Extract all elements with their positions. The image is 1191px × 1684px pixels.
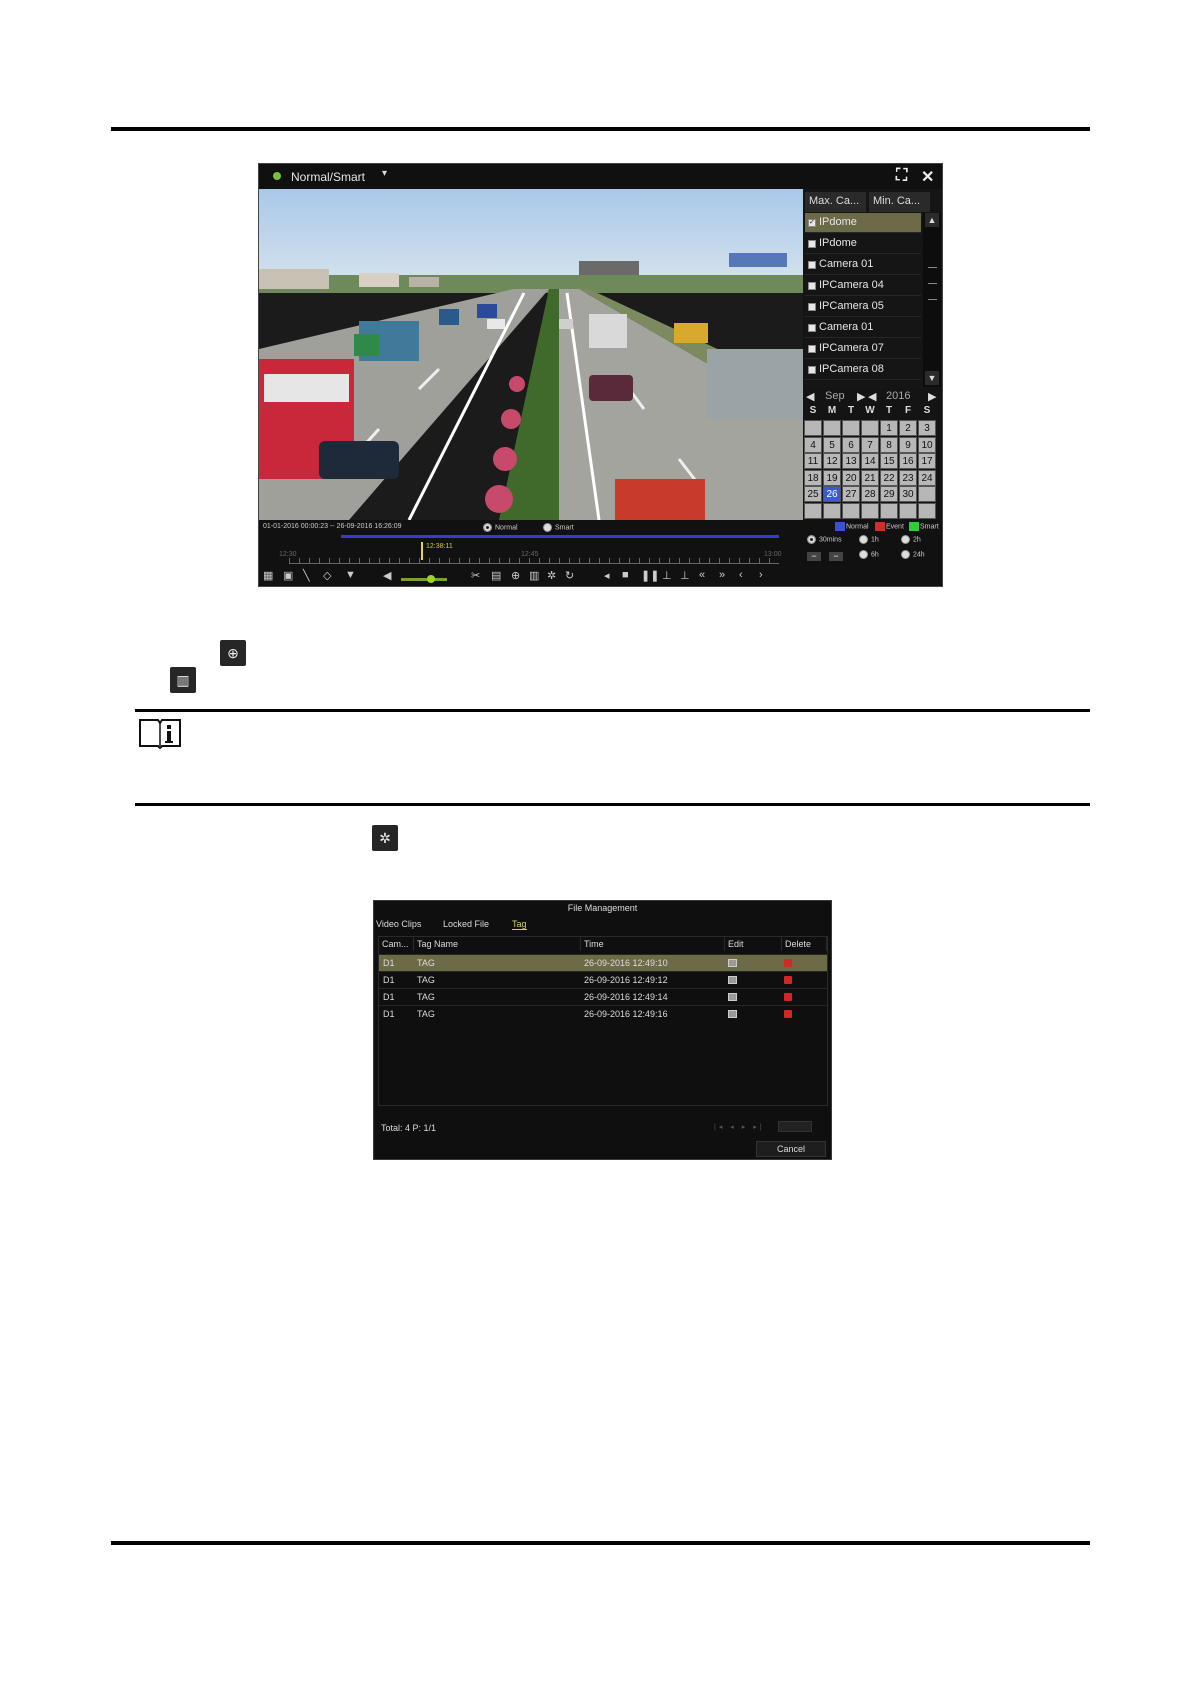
calendar-weekday: M — [827, 405, 837, 416]
playback-mode-label[interactable]: Normal/Smart — [291, 170, 366, 184]
checkbox-icon[interactable] — [808, 240, 816, 248]
calendar-day[interactable]: 16 — [899, 453, 917, 469]
scroll-mark — [928, 299, 937, 300]
calendar-day[interactable]: 8 — [880, 437, 898, 453]
close-icon[interactable]: ✕ — [921, 169, 935, 186]
camera-cell: D1 — [383, 1009, 395, 1019]
calendar-day[interactable]: 21 — [861, 470, 879, 486]
column-header-tag-name[interactable]: Tag Name — [414, 937, 581, 951]
span-label: 30mins — [819, 536, 842, 544]
checkbox-icon[interactable] — [808, 324, 816, 332]
legend-label: Smart — [920, 523, 939, 531]
table-row[interactable] — [379, 954, 827, 971]
camera-name: IPCamera 07 — [819, 342, 884, 354]
time-cell: 26-09-2016 12:49:12 — [584, 975, 668, 985]
scroll-up-icon[interactable]: ▲ — [925, 213, 939, 227]
radio-icon — [859, 535, 868, 544]
calendar-empty-cell — [842, 503, 860, 519]
column-header-delete[interactable]: Delete — [782, 937, 827, 951]
calendar-day[interactable]: 18 — [804, 470, 822, 486]
volume-knob[interactable] — [427, 575, 435, 583]
page-jump-input[interactable] — [778, 1121, 812, 1132]
legend-swatch — [909, 522, 919, 531]
column-header-time[interactable]: Time — [581, 937, 725, 951]
camera-cell: D1 — [383, 958, 395, 968]
timeline-tick-label: 12:30 — [279, 551, 297, 558]
calendar-empty-cell — [823, 503, 841, 519]
calendar-day[interactable]: 26 — [823, 486, 841, 502]
digital-zoom-icon[interactable]: ▣ — [283, 570, 294, 582]
note-icon — [138, 717, 182, 749]
calendar-day[interactable]: 4 — [804, 437, 822, 453]
dialog-title: File Management — [567, 903, 638, 913]
edit-icon[interactable] — [728, 976, 737, 984]
calendar-empty-cell — [861, 420, 879, 436]
playback-window — [258, 163, 943, 587]
camera-name: IPdome — [819, 216, 857, 228]
radio-icon — [543, 523, 552, 532]
camera-list-item[interactable] — [805, 318, 921, 338]
normal-mode-label: Normal — [495, 524, 518, 532]
camera-name: IPCamera 05 — [819, 300, 884, 312]
prev-month-icon[interactable]: ◀ — [806, 391, 815, 403]
zoom-in-button[interactable]: − — [829, 552, 843, 561]
calendar-weekday: T — [885, 405, 893, 416]
calendar-day[interactable]: 9 — [899, 437, 917, 453]
pagination-controls[interactable]: |◂ ◂ ▸ ▸| — [714, 1124, 765, 1131]
step-back-icon[interactable]: ⊥ — [662, 570, 672, 582]
legend-swatch — [875, 522, 885, 531]
scroll-mark — [928, 283, 937, 284]
span-label: 1h — [871, 536, 879, 544]
legend-label: Normal — [846, 523, 869, 531]
smart-mode-radio[interactable] — [543, 523, 574, 532]
radio-selected-icon — [483, 523, 492, 532]
footer-rule — [111, 1541, 1090, 1545]
tag-icon: ⊕ — [220, 640, 246, 666]
camera-list-item[interactable] — [805, 234, 921, 254]
radio-icon — [859, 550, 868, 559]
calendar — [803, 388, 942, 520]
calendar-day[interactable]: 2 — [899, 420, 917, 436]
camera-name: IPdome — [819, 237, 857, 249]
highway-scene-image — [259, 189, 803, 520]
calendar-weekday: W — [865, 405, 875, 416]
zoom-out-button[interactable]: − — [807, 552, 821, 561]
camera-list-item[interactable] — [805, 213, 921, 233]
calendar-weekday: F — [904, 405, 912, 416]
draw-region-icon[interactable]: ◇ — [323, 570, 332, 582]
calendar-day[interactable]: 27 — [842, 486, 860, 502]
camera-list-item[interactable] — [805, 276, 921, 296]
calendar-day[interactable]: 23 — [899, 470, 917, 486]
calendar-empty-cell — [918, 486, 936, 502]
calendar-empty-cell — [842, 420, 860, 436]
tab-video-clips[interactable]: Video Clips — [376, 919, 422, 929]
timeline-scale — [289, 558, 779, 564]
checkbox-checked-icon[interactable]: ✓ — [809, 219, 815, 226]
span-30mins-radio[interactable] — [807, 535, 842, 544]
fullscreen-icon[interactable]: ⛶ — [896, 167, 908, 184]
span-24h-radio[interactable] — [901, 550, 925, 559]
camera-name: Camera 01 — [819, 321, 874, 333]
edit-icon[interactable] — [728, 1010, 737, 1018]
delete-icon[interactable] — [784, 976, 792, 984]
column-header-edit[interactable]: Edit — [725, 937, 782, 951]
header-rule — [111, 127, 1090, 131]
camera-list-item[interactable] — [805, 297, 921, 317]
calendar-year: 2016 — [886, 390, 911, 402]
time-cell: 26-09-2016 12:49:14 — [584, 992, 668, 1002]
calendar-empty-cell — [918, 503, 936, 519]
prev-year-icon[interactable]: ◀ — [868, 391, 877, 403]
volume-slider[interactable] — [401, 578, 447, 581]
tab-locked-file[interactable]: Locked File — [443, 919, 490, 929]
stop-icon[interactable]: ■ — [622, 569, 629, 581]
calendar-day[interactable]: 3 — [918, 420, 936, 436]
custom-tag-icon: ▥ — [170, 667, 196, 693]
scroll-down-icon[interactable]: ▼ — [925, 371, 939, 385]
camera-list-item[interactable] — [805, 255, 921, 275]
camera-name: IPCamera 08 — [819, 363, 884, 375]
checkbox-icon[interactable] — [808, 366, 816, 374]
timeline-tick-label: 12:45 — [521, 551, 539, 558]
camera-list-item[interactable] — [805, 339, 921, 359]
legend-event — [875, 522, 904, 531]
radio-icon — [901, 535, 910, 544]
legend-swatch — [835, 522, 845, 531]
file-management-icon[interactable]: ✲ — [547, 570, 557, 582]
smart-search-icon[interactable]: ↻ — [565, 570, 575, 582]
layout-icon[interactable]: ▦ — [263, 570, 274, 582]
scroll-mark — [928, 267, 937, 268]
column-header-camera[interactable]: Cam... — [379, 937, 414, 951]
calendar-day[interactable]: 20 — [842, 470, 860, 486]
normal-mode-radio[interactable] — [483, 523, 518, 532]
table-row[interactable] — [379, 1005, 827, 1022]
span-2h-radio[interactable] — [901, 535, 921, 544]
calendar-empty-cell — [899, 503, 917, 519]
span-label: 2h — [913, 536, 921, 544]
calendar-empty-cell — [804, 420, 822, 436]
calendar-empty-cell — [804, 503, 822, 519]
span-1h-radio[interactable] — [859, 535, 879, 544]
timeline-record-bar — [341, 535, 779, 538]
calendar-day[interactable]: 5 — [823, 437, 841, 453]
calendar-day[interactable]: 14 — [861, 453, 879, 469]
calendar-day[interactable]: 15 — [880, 453, 898, 469]
add-tag-icon[interactable]: ⊕ — [511, 570, 521, 582]
edit-icon[interactable] — [728, 959, 737, 967]
checkbox-icon[interactable] — [808, 282, 816, 290]
next-year-icon[interactable]: ▶ — [928, 391, 937, 403]
calendar-day[interactable]: 1 — [880, 420, 898, 436]
smart-mode-label: Smart — [555, 524, 574, 532]
calendar-weekday: S — [923, 405, 931, 416]
calendar-day[interactable]: 29 — [880, 486, 898, 502]
clip-icon[interactable]: ✂ — [471, 570, 481, 582]
time-cell: 26-09-2016 12:49:16 — [584, 1009, 668, 1019]
checkbox-icon[interactable] — [808, 261, 816, 269]
calendar-day[interactable]: 25 — [804, 486, 822, 502]
span-label: 24h — [913, 551, 925, 559]
calendar-day[interactable]: 24 — [918, 470, 936, 486]
time-cell: 26-09-2016 12:49:10 — [584, 958, 668, 968]
playback-toolbar — [259, 566, 803, 586]
calendar-empty-cell — [823, 420, 841, 436]
note-bottom-rule — [135, 803, 1090, 806]
timeline-current-time: 12:38:11 — [426, 543, 453, 550]
timeline-options — [803, 520, 942, 586]
span-label: 6h — [871, 551, 879, 559]
span-6h-radio[interactable] — [859, 550, 879, 559]
camera-list-item[interactable] — [805, 360, 921, 380]
total-count: Total: 4 P: 1/1 — [381, 1123, 437, 1133]
tab-tag[interactable]: Tag — [512, 919, 527, 929]
pause-icon[interactable]: ❚❚ — [641, 570, 660, 582]
prev-day-icon[interactable]: ‹ — [739, 569, 743, 581]
legend-smart — [909, 522, 939, 531]
checkbox-icon[interactable] — [808, 345, 816, 353]
legend-label: Event — [886, 523, 904, 531]
tab-min-camera[interactable]: Min. Ca... — [869, 192, 930, 212]
tag-table — [378, 936, 828, 1106]
delete-icon[interactable] — [784, 993, 792, 1001]
calendar-day[interactable]: 13 — [842, 453, 860, 469]
note-top-rule — [135, 709, 1090, 712]
tab-max-camera[interactable]: Max. Ca... — [805, 192, 866, 212]
video-frame[interactable] — [259, 189, 803, 520]
next-month-icon[interactable]: ▶ — [857, 391, 866, 403]
calendar-month: Sep — [825, 390, 845, 402]
record-range-text: 01-01-2016 00:00:23 -- 26-09-2016 16:26:09 — [263, 523, 402, 530]
camera-list-scrollbar[interactable] — [923, 213, 941, 387]
camera-name: IPCamera 04 — [819, 279, 884, 291]
fast-forward-icon[interactable]: » — [719, 569, 726, 581]
slow-forward-icon[interactable]: « — [699, 569, 706, 581]
delete-icon[interactable] — [784, 1010, 792, 1018]
calendar-weekday: T — [847, 405, 855, 416]
lock-file-icon[interactable]: ▤ — [491, 570, 502, 582]
next-day-icon[interactable]: › — [759, 569, 763, 581]
camera-list-panel — [803, 189, 942, 388]
filter-icon[interactable]: ▼ — [345, 569, 356, 581]
mode-indicator-icon — [273, 172, 281, 180]
timeline-tick-label: 13:00 — [764, 551, 782, 558]
checkbox-icon[interactable] — [808, 303, 816, 311]
camera-name: Camera 01 — [819, 258, 874, 270]
gear-icon: ✲ — [372, 825, 398, 851]
calendar-day[interactable]: 12 — [823, 453, 841, 469]
tag-name-cell: TAG — [417, 975, 435, 985]
camera-cell: D1 — [383, 975, 395, 985]
legend-normal — [835, 522, 869, 531]
table-row[interactable] — [379, 971, 827, 988]
calendar-day[interactable]: 11 — [804, 453, 822, 469]
tag-name-cell: TAG — [417, 958, 435, 968]
table-row[interactable] — [379, 988, 827, 1005]
camera-cell: D1 — [383, 992, 395, 1002]
tag-name-cell: TAG — [417, 1009, 435, 1019]
radio-icon — [901, 550, 910, 559]
delete-icon[interactable] — [784, 959, 792, 967]
tag-name-cell: TAG — [417, 992, 435, 1002]
calendar-empty-cell — [880, 503, 898, 519]
calendar-day[interactable]: 6 — [842, 437, 860, 453]
reverse-play-icon[interactable]: ◂ — [604, 570, 610, 582]
file-management-dialog — [373, 900, 832, 1160]
volume-icon[interactable]: ◀ — [383, 570, 392, 582]
calendar-day[interactable]: 19 — [823, 470, 841, 486]
calendar-day[interactable]: 30 — [899, 486, 917, 502]
playback-title-bar — [259, 164, 942, 189]
chevron-down-icon[interactable]: ▾ — [382, 168, 388, 179]
edit-icon[interactable] — [728, 993, 737, 1001]
step-forward-icon[interactable]: ⊥ — [680, 570, 690, 582]
custom-tag-icon[interactable]: ▥ — [529, 570, 540, 582]
calendar-weekday: S — [809, 405, 817, 416]
calendar-day[interactable]: 22 — [880, 470, 898, 486]
radio-selected-icon — [807, 535, 816, 544]
cancel-button[interactable]: Cancel — [756, 1141, 826, 1157]
draw-line-icon[interactable]: ╲ — [303, 570, 310, 582]
timeline[interactable] — [259, 520, 803, 586]
calendar-day[interactable]: 28 — [861, 486, 879, 502]
calendar-day[interactable]: 17 — [918, 453, 936, 469]
calendar-day[interactable]: 7 — [861, 437, 879, 453]
calendar-empty-cell — [861, 503, 879, 519]
calendar-day[interactable]: 10 — [918, 437, 936, 453]
